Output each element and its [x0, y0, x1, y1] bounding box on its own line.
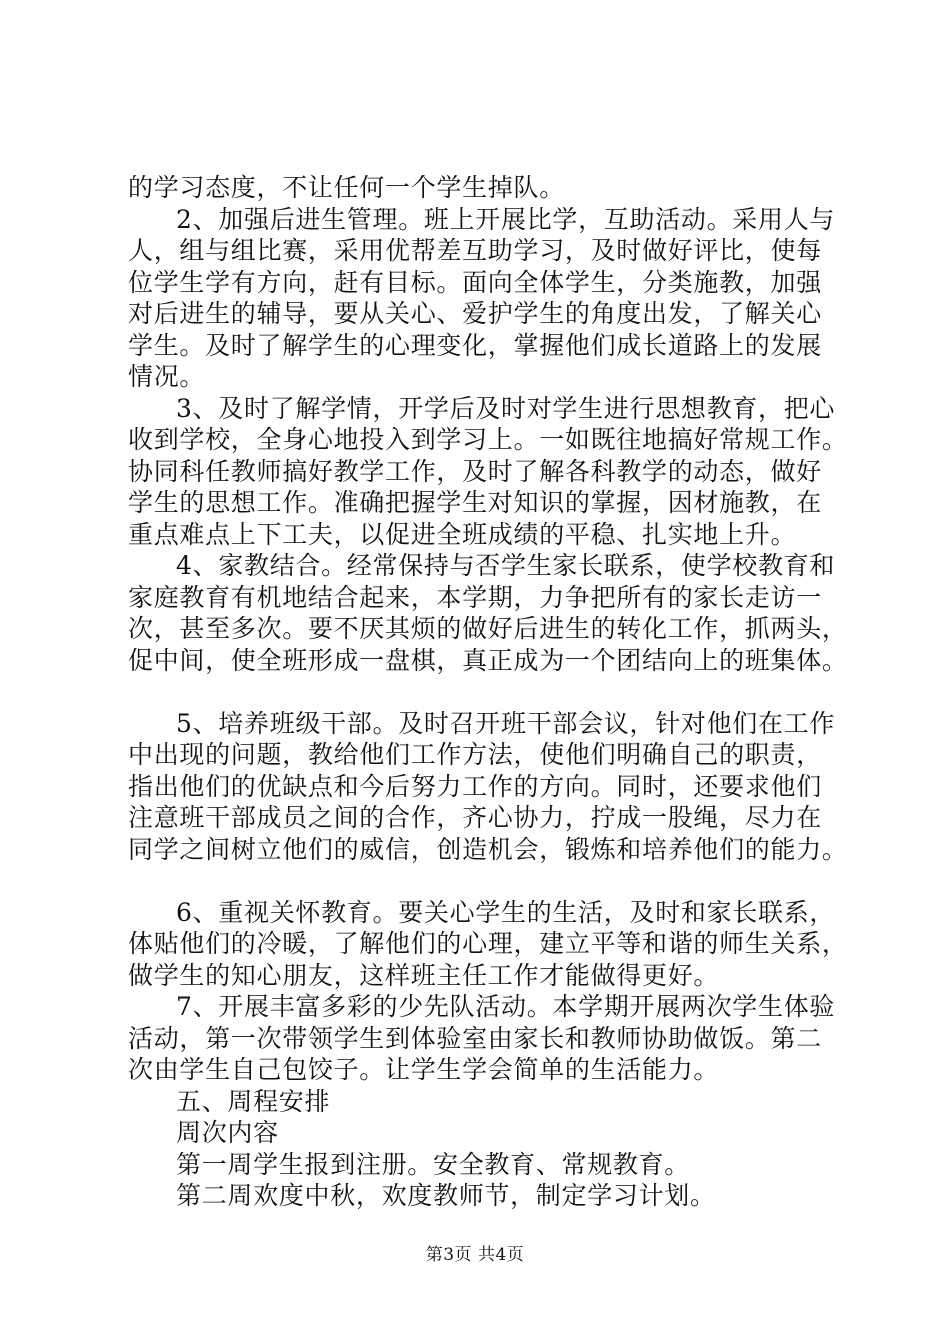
text-line: 7、开展丰富多彩的少先队活动。本学期开展两次学生体验 [176, 992, 836, 1021]
text-line: 周次内容 [176, 1118, 279, 1147]
text-line: 学生的思想工作。准确把握学生对知识的掌握，因材施教，在 [128, 488, 822, 517]
paragraph-gap [128, 676, 828, 708]
text-line: 次由学生自己包饺子。让学生学会简单的生活能力。 [128, 1055, 720, 1084]
text-line: 中出现的问题，教给他们工作方法，使他们明确自己的职责， [128, 740, 822, 769]
text-line: 收到学校，全身心地投入到学习上。一如既往地搞好常规工作。 [128, 425, 848, 454]
text-line: 5、培养班级干部。及时召开班干部会议，针对他们在工作 [176, 708, 836, 738]
text-line: 活动，第一次带领学生到体验室由家长和教师协助做饭。第二 [128, 1023, 822, 1053]
text-line: 做学生的知心朋友，这样班主任工作才能做得更好。 [128, 960, 720, 990]
paragraph-gap [128, 865, 828, 897]
text-line: 次，甚至多次。要不厌其烦的做好后进生的转化工作，抓两头， [128, 614, 848, 643]
text-line: 的学习态度，不让任何一个学生掉队。 [128, 173, 565, 202]
text-line: 3、及时了解学情，开学后及时对学生进行思想教育，把心 [176, 393, 836, 423]
text-line: 2、加强后进生管理。班上开展比学，互助活动。采用人与 [176, 204, 836, 234]
text-line: 注意班干部成员之间的合作，齐心协力，拧成一股绳，尽力在 [128, 803, 822, 832]
text-line: 协同科任教师搞好教学工作，及时了解各科教学的动态，做好 [128, 456, 822, 486]
text-line: 第一周学生报到注册。安全教育、常规教育。 [176, 1149, 691, 1179]
text-line: 同学之间树立他们的威信，创造机会，锻炼和培养他们的能力。 [128, 834, 848, 864]
page-footer: 第3页 共4页 [425, 1245, 525, 1265]
text-line: 人，组与组比赛，采用优帮差互助学习，及时做好评比，使每 [128, 236, 822, 265]
text-line: 第二周欢度中秋，欢度教师节，制定学习计划。 [176, 1181, 716, 1210]
text-line: 对后进生的辅导，要从关心、爱护学生的角度出发，了解关心 [128, 299, 822, 328]
text-line: 6、重视关怀教育。要关心学生的生活，及时和家长联系， [176, 897, 836, 927]
document-body [128, 172, 848, 1212]
text-line: 学生。及时了解学生的心理变化，掌握他们成长道路上的发展 [128, 330, 822, 360]
text-line: 促中间，使全班形成一盘棋，真正成为一个团结向上的班集体。 [128, 645, 848, 675]
text-line: 重点难点上下工夫，以促进全班成绩的平稳、扎实地上升。 [128, 519, 797, 549]
text-line: 体贴他们的冷暖，了解他们的心理，建立平等和谐的师生关系， [128, 929, 848, 958]
text-line: 情况。 [128, 362, 206, 391]
text-line: 位学生学有方向，赶有目标。面向全体学生，分类施教，加强 [128, 267, 822, 297]
text-line: 五、周程安排 [176, 1086, 331, 1116]
text-line: 指出他们的优缺点和今后努力工作的方向。同时，还要求他们 [128, 771, 822, 801]
text-line: 家庭教育有机地结合起来，本学期，力争把所有的家长走访一 [128, 582, 822, 612]
text-line: 4、家教结合。经常保持与否学生家长联系，使学校教育和 [176, 551, 836, 580]
